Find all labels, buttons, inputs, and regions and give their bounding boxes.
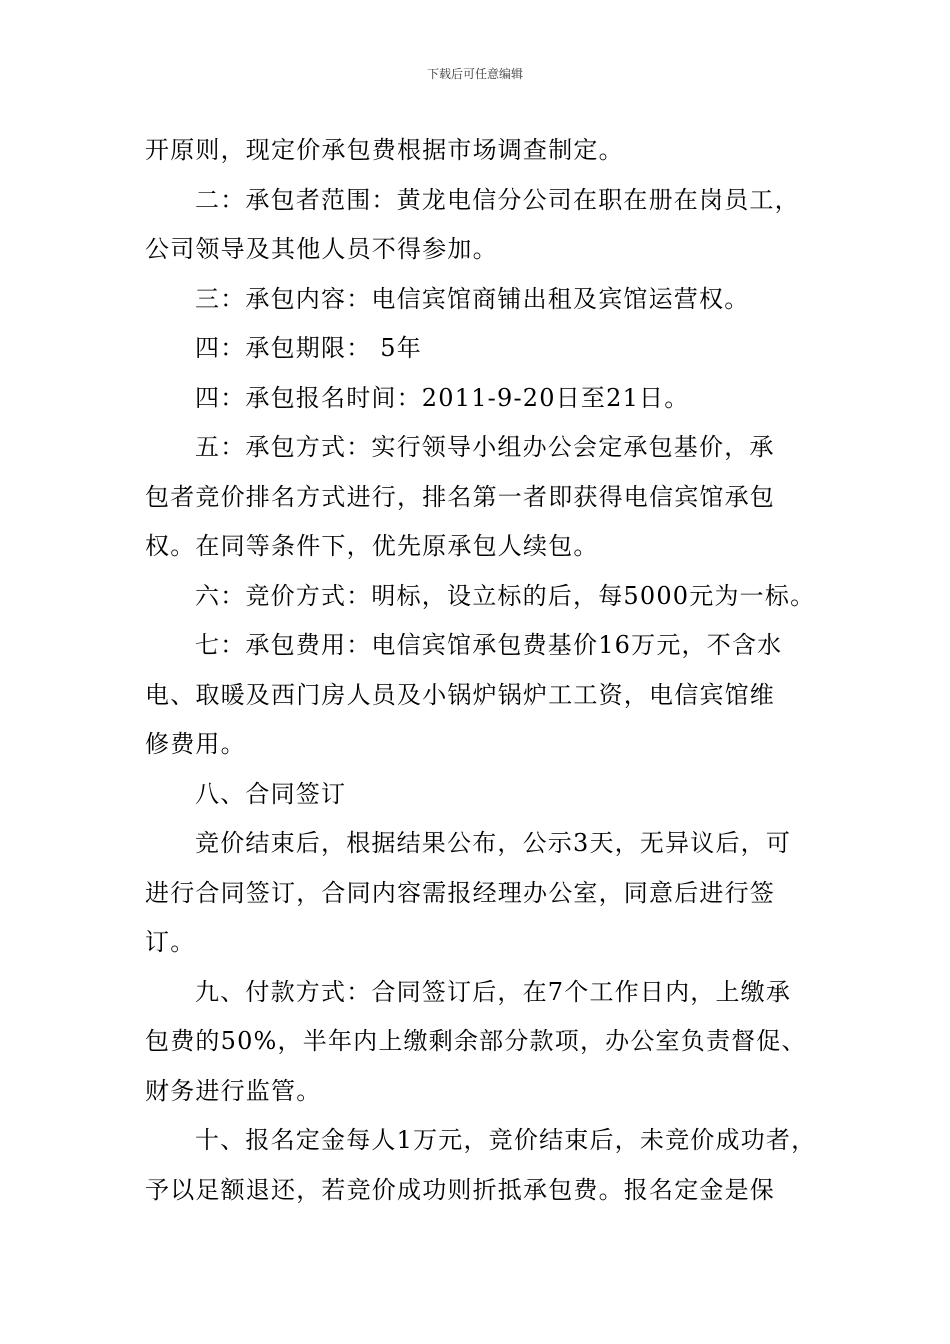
text-line: 五：承包方式：实行领导小组办公会定承包基价，承	[195, 433, 775, 461]
text-line: 十、报名定金每人1万元，竞价结束后，未竞价成功者，	[195, 1126, 817, 1154]
document-body	[145, 126, 825, 1215]
text-line: 七：承包费用：电信宾馆承包费基价16万元，不含水	[195, 631, 783, 659]
text-line: 开原则，现定价承包费根据市场调查制定。	[145, 136, 624, 164]
text-line: 包者竞价排名方式进行，排名第一者即获得电信宾馆承包	[145, 482, 775, 511]
text-line: 权。在同等条件下，优先原承包人续包。	[145, 532, 599, 560]
text-line: 包费的50%，半年内上缴剩余部分款项，办公室负责督促、	[145, 1027, 807, 1055]
text-line: 电、取暖及西门房人员及小锅炉锅炉工工资，电信宾馆维	[145, 680, 775, 709]
text-line: 竞价结束后，根据结果公布，公示3天，无异议后，可	[195, 829, 792, 857]
text-line: 订。	[145, 928, 196, 956]
text-line: 六：竞价方式：明标，设立标的后，每5000元为一标。	[195, 581, 816, 610]
text-line: 财务进行监管。	[145, 1076, 322, 1105]
text-line: 公司领导及其他人员不得参加。	[145, 235, 498, 263]
text-line: 修费用。	[145, 730, 246, 758]
text-line: 八、合同签订	[195, 779, 347, 808]
text-line: 予以足额退还，若竞价成功则折抵承包费。报名定金是保	[145, 1175, 775, 1204]
text-line: 三：承包内容：电信宾馆商铺出租及宾馆运营权。	[195, 284, 750, 313]
text-line: 四：承包期限： 5年	[195, 334, 422, 362]
page-header: 下载后可任意编辑	[426, 67, 523, 81]
text-line: 四：承包报名时间：2011-9-20日至21日。	[195, 383, 690, 412]
text-line: 二：承包者范围：黄龙电信分公司在职在册在岗员工，	[195, 185, 800, 214]
text-line: 九、付款方式：合同签订后，在7个工作日内，上缴承	[195, 977, 792, 1006]
text-line: 进行合同签订，合同内容需报经理办公室，同意后进行签	[145, 878, 775, 907]
